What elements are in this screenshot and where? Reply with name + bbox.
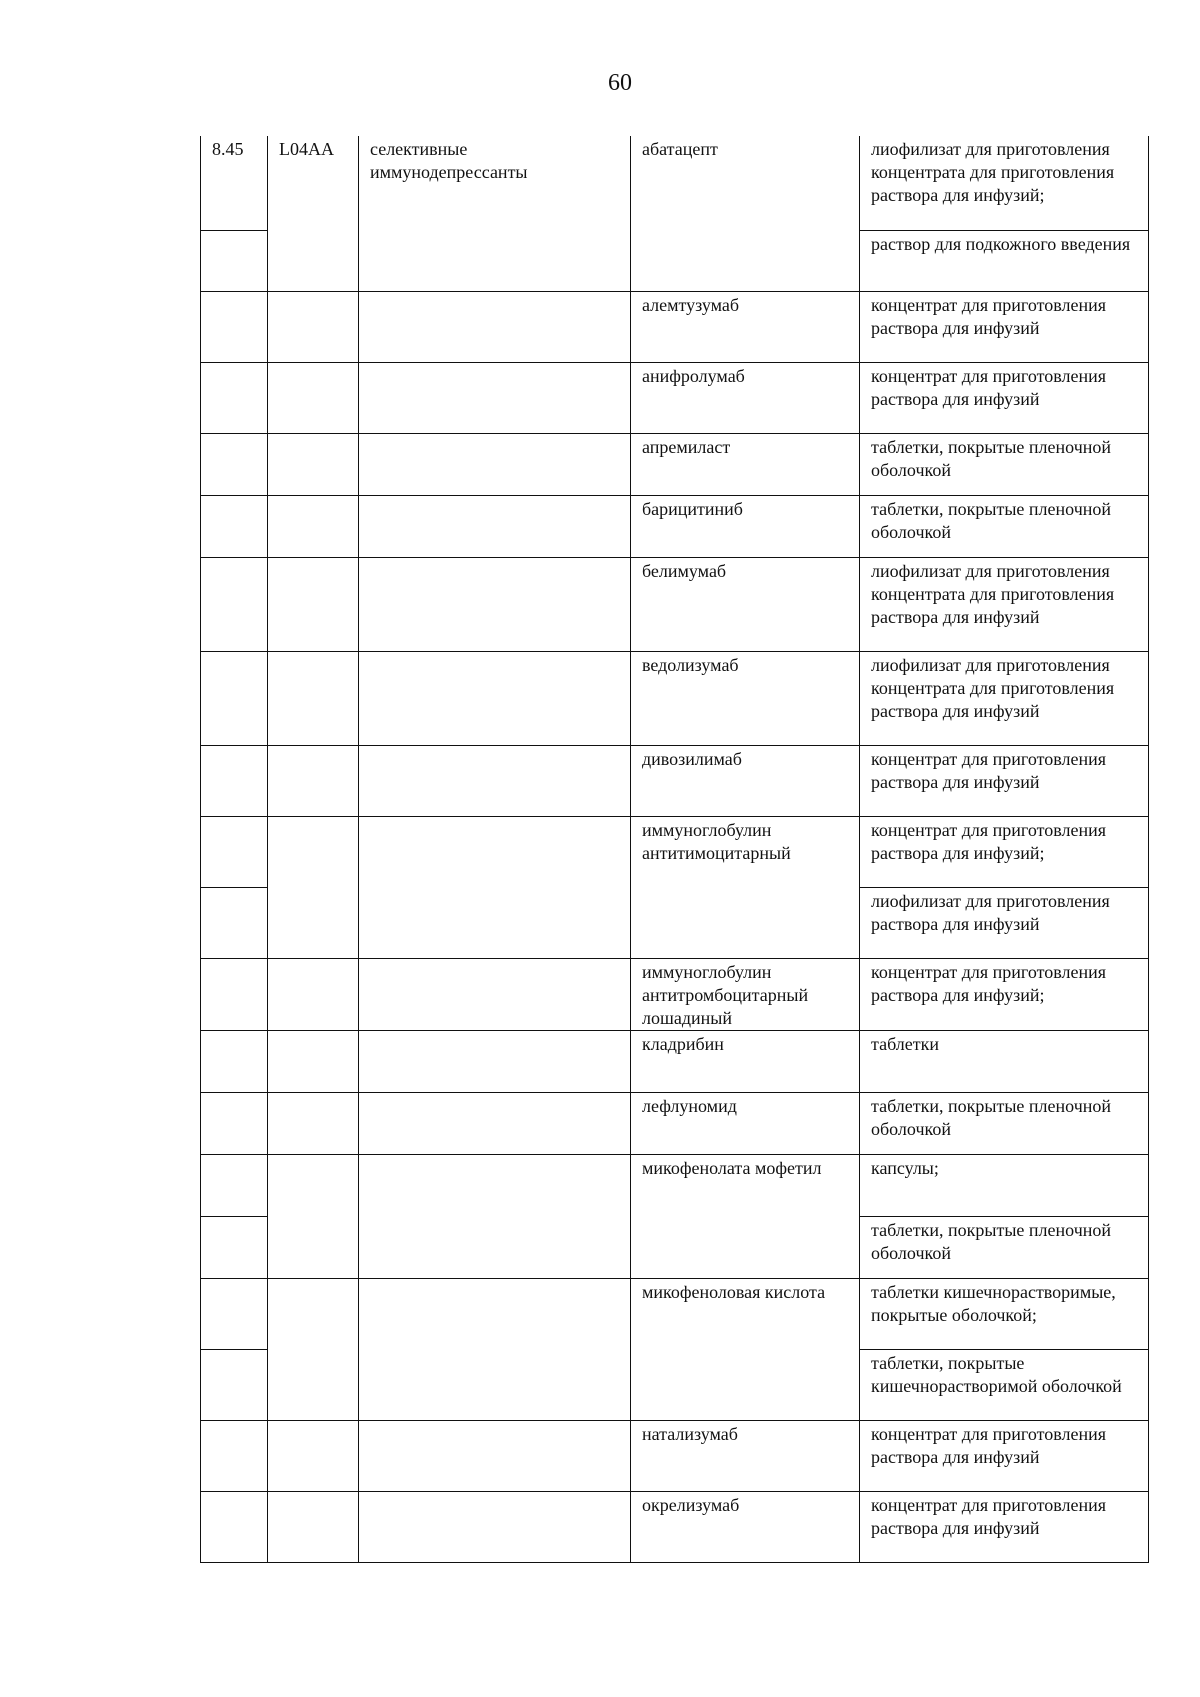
drug-name: окрелизумаб	[631, 1491, 860, 1562]
atc-group	[359, 557, 631, 651]
row-number	[201, 1349, 268, 1420]
atc-group	[359, 433, 631, 495]
table-row	[201, 816, 1149, 887]
atc-code	[268, 816, 359, 958]
table-row	[201, 495, 1149, 557]
row-number	[201, 557, 268, 651]
atc-group	[359, 495, 631, 557]
drug-name: барицитиниб	[631, 495, 860, 557]
dosage-form: лиофилизат для приготовления раствора для инфузий	[860, 887, 1149, 958]
dosage-form: концентрат для приготовления раствора для инфузий	[860, 745, 1149, 816]
dosage-form: концентрат для приготовления раствора для инфузий	[860, 362, 1149, 433]
atc-group	[359, 745, 631, 816]
drug-name: иммуноглобулин антитромбоцитарный лошадиный	[631, 958, 860, 1030]
table-row	[201, 433, 1149, 495]
row-number	[201, 1154, 268, 1216]
table-row	[201, 291, 1149, 362]
atc-code	[268, 1420, 359, 1491]
drug-name: натализумаб	[631, 1420, 860, 1491]
row-number	[201, 1030, 268, 1092]
atc-group	[359, 1420, 631, 1491]
atc-code	[268, 495, 359, 557]
dosage-form: концентрат для приготовления раствора для инфузий;	[860, 958, 1149, 1030]
dosage-form: таблетки, покрытые пленочной оболочкой	[860, 1092, 1149, 1154]
drug-table	[200, 136, 1149, 1563]
row-number	[201, 1216, 268, 1278]
atc-group	[359, 1030, 631, 1092]
atc-code	[268, 1092, 359, 1154]
table-row	[201, 651, 1149, 745]
table-row	[201, 1420, 1149, 1491]
drug-name: абатацепт	[631, 136, 860, 291]
dosage-form: концентрат для приготовления раствора для инфузий	[860, 1491, 1149, 1562]
dosage-form: лиофилизат для приготовления концентрата для приготовления раствора для инфузий;	[860, 136, 1149, 230]
row-number	[201, 1092, 268, 1154]
atc-group	[359, 1278, 631, 1420]
table-row	[201, 1278, 1149, 1349]
atc-group	[359, 1092, 631, 1154]
atc-group	[359, 651, 631, 745]
atc-group	[359, 1491, 631, 1562]
drug-name: микофенолата мофетил	[631, 1154, 860, 1278]
atc-group	[359, 291, 631, 362]
dosage-form: таблетки, покрытые пленочной оболочкой	[860, 495, 1149, 557]
atc-group	[359, 362, 631, 433]
row-number	[201, 887, 268, 958]
row-number	[201, 1420, 268, 1491]
atc-code	[268, 1030, 359, 1092]
atc-code	[268, 362, 359, 433]
atc-code: L04AA	[268, 136, 359, 291]
dosage-form: капсулы;	[860, 1154, 1149, 1216]
row-number	[201, 362, 268, 433]
table-row	[201, 958, 1149, 1030]
dosage-form: концентрат для приготовления раствора для инфузий	[860, 291, 1149, 362]
atc-code	[268, 1154, 359, 1278]
row-number	[201, 1491, 268, 1562]
atc-code	[268, 651, 359, 745]
drug-name: анифролумаб	[631, 362, 860, 433]
page-number: 60	[608, 70, 632, 96]
dosage-form: лиофилизат для приготовления концентрата для приготовления раствора для инфузий	[860, 557, 1149, 651]
atc-group	[359, 816, 631, 958]
table-row	[201, 1491, 1149, 1562]
dosage-form: лиофилизат для приготовления концентрата для приготовления раствора для инфузий	[860, 651, 1149, 745]
drug-name: кладрибин	[631, 1030, 860, 1092]
table-row	[201, 557, 1149, 651]
row-number	[201, 1278, 268, 1349]
drug-name: белимумаб	[631, 557, 860, 651]
atc-group	[359, 958, 631, 1030]
row-number	[201, 958, 268, 1030]
drug-name: алемтузумаб	[631, 291, 860, 362]
drug-name: апремиласт	[631, 433, 860, 495]
atc-code	[268, 1491, 359, 1562]
atc-code	[268, 557, 359, 651]
row-number	[201, 495, 268, 557]
dosage-form: таблетки, покрытые кишечнорастворимой оболочкой	[860, 1349, 1149, 1420]
dosage-form: раствор для подкожного введения	[860, 230, 1149, 291]
atc-code	[268, 958, 359, 1030]
atc-code	[268, 745, 359, 816]
atc-code	[268, 291, 359, 362]
table-row	[201, 1092, 1149, 1154]
row-number: 8.45	[201, 136, 268, 230]
table-row	[201, 136, 1149, 230]
dosage-form: таблетки, покрытые пленочной оболочкой	[860, 433, 1149, 495]
drug-name: иммуноглобулин антитимоцитарный	[631, 816, 860, 958]
table-row	[201, 362, 1149, 433]
dosage-form: таблетки кишечнорастворимые, покрытые оболочкой;	[860, 1278, 1149, 1349]
drug-name: дивозилимаб	[631, 745, 860, 816]
drug-name: микофеноловая кислота	[631, 1278, 860, 1420]
atc-group: селективные иммунодепрессанты	[359, 136, 631, 291]
row-number	[201, 651, 268, 745]
row-number	[201, 433, 268, 495]
row-number	[201, 230, 268, 291]
drug-name: лефлуномид	[631, 1092, 860, 1154]
dosage-form: концентрат для приготовления раствора для инфузий;	[860, 816, 1149, 887]
row-number	[201, 816, 268, 887]
atc-code	[268, 433, 359, 495]
table-row	[201, 745, 1149, 816]
table-row	[201, 1154, 1149, 1216]
table-row	[201, 1030, 1149, 1092]
dosage-form: таблетки, покрытые пленочной оболочкой	[860, 1216, 1149, 1278]
row-number	[201, 291, 268, 362]
atc-code	[268, 1278, 359, 1420]
dosage-form: таблетки	[860, 1030, 1149, 1092]
dosage-form: концентрат для приготовления раствора для инфузий	[860, 1420, 1149, 1491]
atc-group	[359, 1154, 631, 1278]
drug-name: ведолизумаб	[631, 651, 860, 745]
row-number	[201, 745, 268, 816]
